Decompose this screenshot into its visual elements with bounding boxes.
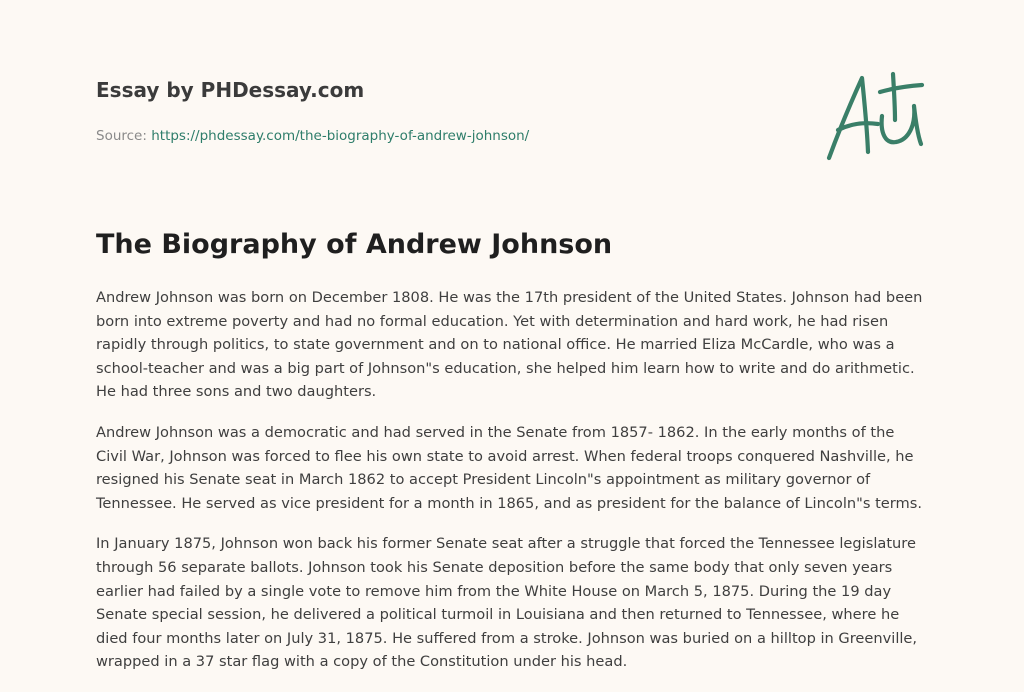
source-label: Source:	[96, 128, 147, 144]
paragraph: In January 1875, Johnson won back his former Senate seat after a struggle that forced the Tennessee legislature through 56 separate ballots. Johnson took his Senate deposition before the same body that only seven years earlier had failed by a single vote to remove him from the White House on March 5, 1875. During the 19 day Senate special session, he delivered a political turmoil in Louisiana and then returned to Tennessee, where he died four months later on July 31, 1875. He suffered from a stroke. Johnson was buried on a hilltop in Greenville, wrapped in a 37 star flag with a copy of the Constitution under his head.	[96, 535, 918, 671]
essay-title: The Biography of Andrew Johnson	[96, 229, 613, 260]
a-plus-grade-icon	[822, 68, 928, 164]
essay-header	[96, 76, 796, 146]
source-line	[96, 126, 796, 146]
essay-body	[96, 286, 928, 691]
paragraph: Andrew Johnson was born on December 1808. He was the 17th president of the United States. Johnson had been born into extreme poverty and had no formal education. Yet with determination and hard work, he had risen rapidly through politics, to state government and on to national office. He married Eliza McCardle, who was a school-teacher and was a big part of Johnson"s education, she helped him learn how to write and do arithmetic. He had three sons and two daughters.	[96, 289, 923, 401]
paragraph: Andrew Johnson was a democratic and had served in the Senate from 1857- 1862. In the early months of the Civil War, Johnson was forced to flee his own state to avoid arrest. When federal troops conquered Nashville, he resigned his Senate seat in March 1862 to accept President Lincoln"s appointment as military governor of Tennessee. He served as vice president for a month in 1865, and as president for the balance of Lincoln"s terms.	[96, 423, 922, 512]
source-link[interactable]: https://phdessay.com/the-biography-of-andrew-johnson/	[151, 128, 530, 144]
brand-title: Essay by PHDessay.com	[96, 78, 365, 102]
